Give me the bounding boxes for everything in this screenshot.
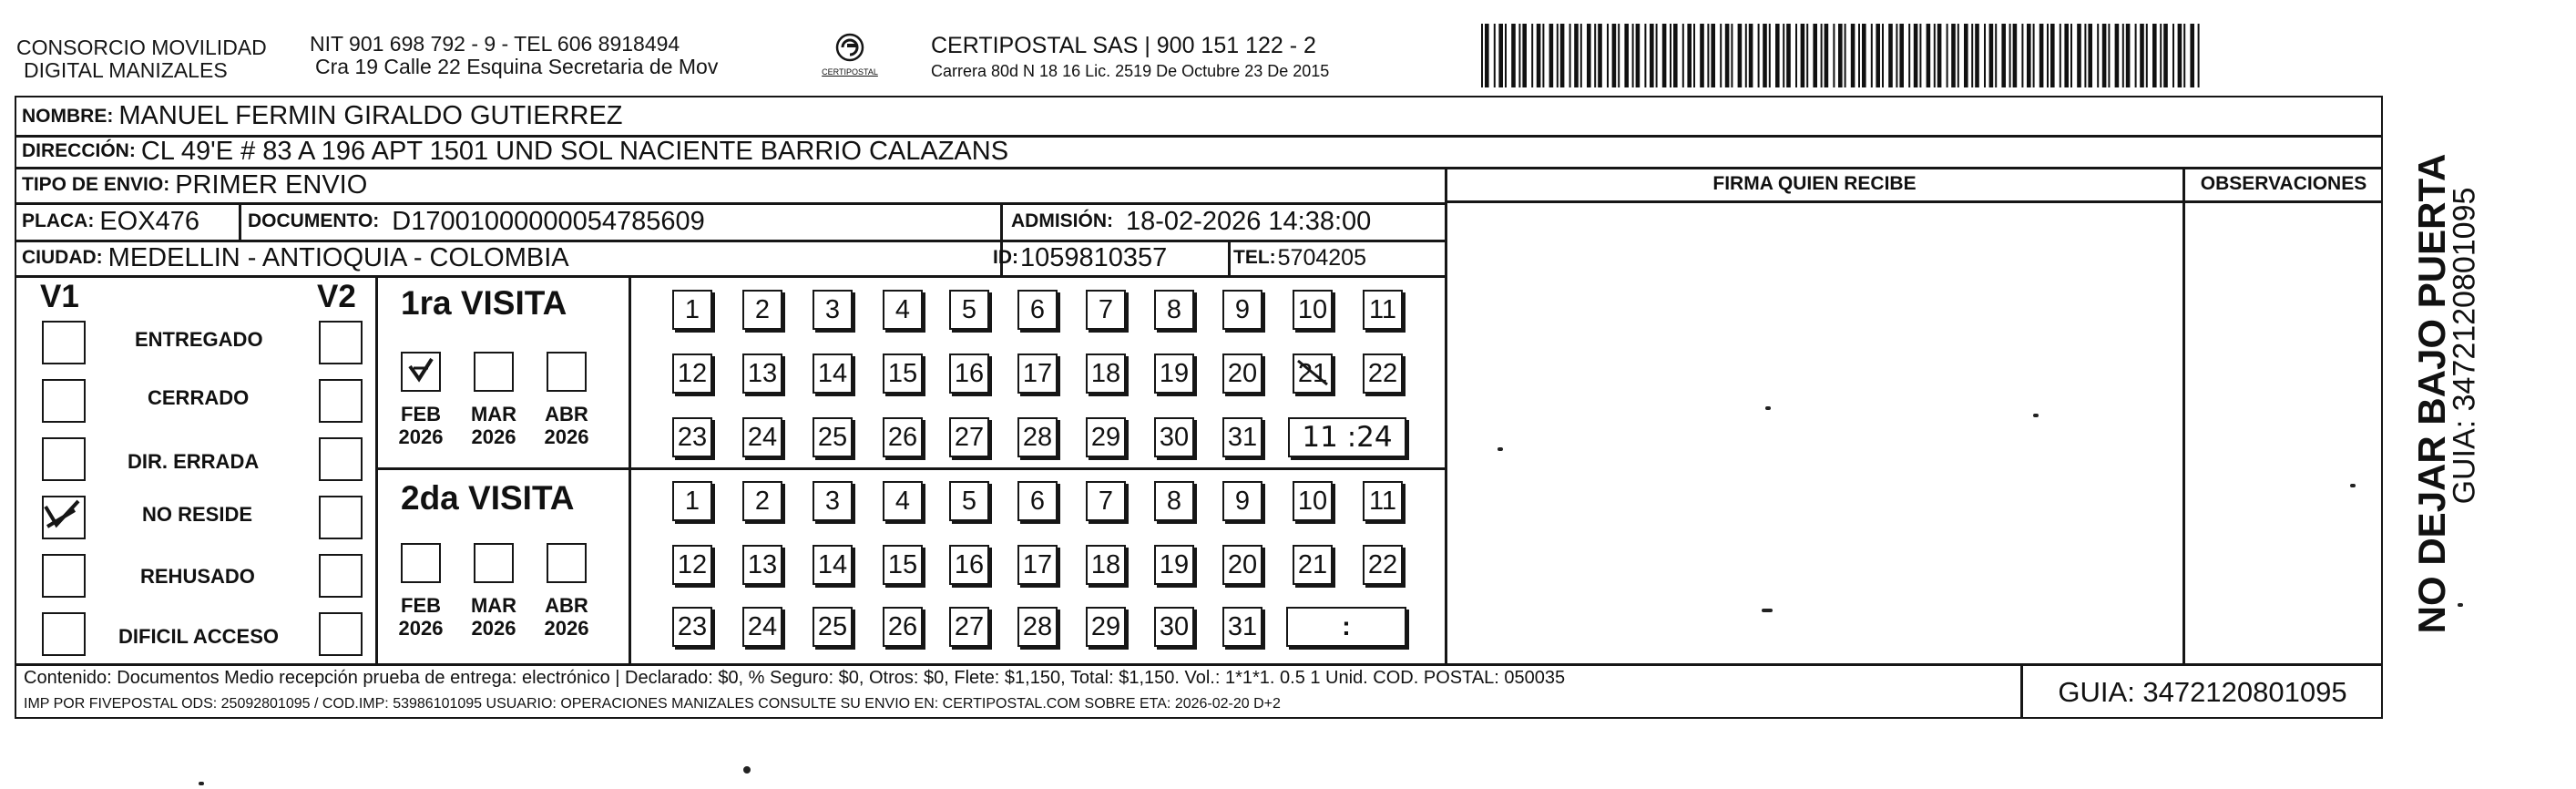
v2-dir-errada-checkbox[interactable] [319, 437, 363, 481]
observations-area[interactable] [2185, 203, 2382, 662]
barcode [1481, 24, 2206, 87]
visit2-day-26[interactable]: 26 [883, 607, 923, 647]
visit2-day-2[interactable]: 2 [742, 481, 782, 521]
logo-text: CERTIPOSTAL [822, 67, 878, 77]
visit1-month-mar: MAR 2026 [470, 403, 517, 448]
tel-value: 5704205 [1277, 244, 1366, 271]
handwritten-check-icon [401, 352, 441, 392]
visit1-abr-checkbox[interactable] [547, 352, 587, 392]
visit1-feb-checkbox[interactable] [401, 352, 441, 392]
handwritten-check-icon [38, 494, 82, 538]
visit1-day-28[interactable]: 28 [1017, 417, 1058, 457]
visit1-day-24[interactable]: 24 [742, 417, 782, 457]
visit2-day-24[interactable]: 24 [742, 607, 782, 647]
placa-label: PLACA: [22, 210, 95, 231]
nombre-value: MANUEL FERMIN GIRALDO GUTIERREZ [118, 101, 623, 130]
observaciones-header: OBSERVACIONES [2200, 173, 2367, 194]
visit1-day-15[interactable]: 15 [883, 354, 923, 394]
scan-speck [199, 782, 204, 785]
status-cerrado: CERRADO [148, 386, 250, 409]
scan-speck [2350, 484, 2356, 487]
visit2-day-30[interactable]: 30 [1154, 607, 1194, 647]
visit1-day-17[interactable]: 17 [1017, 354, 1058, 394]
visit2-day-15[interactable]: 15 [883, 545, 923, 585]
visit1-day-9[interactable]: 9 [1222, 290, 1262, 330]
nit-line: NIT 901 698 792 - 9 - TEL 606 8918494 [310, 32, 680, 56]
v2-no-reside-checkbox[interactable] [319, 496, 363, 539]
handwritten-mark-icon [1293, 354, 1333, 394]
visit2-day-9[interactable]: 9 [1222, 481, 1262, 521]
tipo-value: PRIMER ENVIO [175, 169, 368, 200]
visit2-day-7[interactable]: 7 [1086, 481, 1126, 521]
direccion-value: CL 49'E # 83 A 196 APT 1501 UND SOL NACIENTE BARRIO CALAZANS [140, 136, 1009, 166]
ciudad-label: CIUDAD: [22, 247, 103, 268]
visit2-day-4[interactable]: 4 [883, 481, 923, 521]
tipo-row [22, 168, 367, 202]
v2-dificil-acceso-checkbox[interactable] [319, 612, 363, 656]
visit1-day-25[interactable]: 25 [813, 417, 853, 457]
visit2-day-23[interactable]: 23 [672, 607, 712, 647]
courier-address: Carrera 80d N 18 16 Lic. 2519 De Octubre 23 De 2015 [931, 62, 1330, 80]
visit1-day-6[interactable]: 6 [1017, 290, 1058, 330]
v1-no-reside-checkbox[interactable] [42, 496, 86, 539]
firma-header: FIRMA QUIEN RECIBE [1712, 173, 1917, 194]
visit2-day-12[interactable]: 12 [672, 545, 712, 585]
visit2-day-29[interactable]: 29 [1086, 607, 1126, 647]
visit1-day-19[interactable]: 19 [1154, 354, 1194, 394]
company-info [310, 33, 718, 78]
visit1-day-3[interactable]: 3 [813, 290, 853, 330]
visit2-day-20[interactable]: 20 [1222, 545, 1262, 585]
company-line2: DIGITAL MANIZALES [24, 58, 228, 82]
visit2-day-14[interactable]: 14 [813, 545, 853, 585]
tel-field [1233, 241, 1366, 275]
status-dificil-acceso: DIFICIL ACCESO [118, 625, 280, 648]
scan-speck [743, 766, 751, 774]
footer-content: Contenido: Documentos Medio recepción prueba de entrega: electrónico | Declarado: $0, % Seguro: $0, Otros: $0, Flete: $1,150, Total: $1,150. Vol.: 1*1*1. 0.5 1 Unid. COD. POSTAL: 050035 [24, 668, 1566, 688]
v1-cerrado-checkbox[interactable] [42, 379, 86, 423]
courier-line: CERTIPOSTAL SAS | 900 151 122 - 2 [931, 33, 1316, 58]
no-dejar-bajo-puerta: NO DEJAR BAJO PUERTA [2410, 153, 2453, 634]
tipo-label: TIPO DE ENVIO: [22, 174, 170, 195]
visit1-day-11[interactable]: 11 [1363, 290, 1403, 330]
placa-value: EOX476 [99, 206, 199, 236]
visit2-month-feb: FEB 2026 [398, 594, 444, 640]
scan-speck [1498, 447, 1503, 451]
visit1-month-feb: FEB 2026 [398, 403, 444, 448]
id-field [993, 241, 1167, 275]
visit1-day-31[interactable]: 31 [1222, 417, 1262, 457]
footer-print-info: IMP POR FIVEPOSTAL ODS: 25092801095 / COD.IMP: 53986101095 USUARIO: OPERACIONES MANIZALES CONSULTE SU ENVIO EN: CERTIPOSTAL.COM SOBRE ETA: 2026-02-20 D+2 [24, 696, 1281, 712]
courier-info [931, 33, 1329, 81]
visit1-day-1[interactable]: 1 [672, 290, 712, 330]
visit2-mar-checkbox[interactable] [474, 543, 514, 583]
placa-field [22, 203, 199, 240]
v2-entregado-checkbox[interactable] [319, 321, 363, 364]
admision-field [1011, 203, 1371, 240]
v1-dir-errada-checkbox[interactable] [42, 437, 86, 481]
visit1-day-20[interactable]: 20 [1222, 354, 1262, 394]
visit1-day-30[interactable]: 30 [1154, 417, 1194, 457]
side-guia: GUIA: 3472120801095 [2447, 187, 2482, 505]
barcode-icon [1481, 24, 2206, 87]
visit2-day-3[interactable]: 3 [813, 481, 853, 521]
visit1-day-10[interactable]: 10 [1293, 290, 1333, 330]
v1-entregado-checkbox[interactable] [42, 321, 86, 364]
visit2-day-28[interactable]: 28 [1017, 607, 1058, 647]
visit1-month-abr: ABR 2026 [544, 403, 589, 448]
visit1-day-13[interactable]: 13 [742, 354, 782, 394]
nombre-row [22, 97, 623, 135]
visit1-mar-checkbox[interactable] [474, 352, 514, 392]
visit2-time-box[interactable] [1286, 607, 1406, 647]
visit2-day-8[interactable]: 8 [1154, 481, 1194, 521]
direccion-row [22, 136, 1008, 167]
v1-rehusado-checkbox[interactable] [42, 554, 86, 598]
visit1-time-box[interactable] [1288, 417, 1406, 457]
visit2-day-21[interactable]: 21 [1293, 545, 1333, 585]
status-no-reside: NO RESIDE [142, 503, 253, 526]
visit1-day-16[interactable]: 16 [949, 354, 989, 394]
visit2-title: 2da VISITA [401, 479, 575, 517]
company-name [16, 36, 267, 82]
documento-value: D17001000000054785609 [392, 206, 705, 236]
scan-speck [2033, 414, 2039, 417]
visit1-title: 1ra VISITA [401, 284, 567, 322]
visit2-day-27[interactable]: 27 [949, 607, 989, 647]
id-value: 1059810357 [1020, 242, 1168, 272]
tel-label: TEL: [1233, 247, 1276, 268]
id-label: ID: [993, 247, 1018, 268]
status-rehusado: REHUSADO [140, 565, 255, 588]
visit2-time: : [1342, 611, 1351, 641]
visit2-day-11[interactable]: 11 [1363, 481, 1403, 521]
admision-label: ADMISIÓN: [1011, 210, 1113, 231]
visit2-day-13[interactable]: 13 [742, 545, 782, 585]
ciudad-field [22, 241, 569, 275]
company-line1: CONSORCIO MOVILIDAD [16, 36, 267, 59]
visit1-day-7[interactable]: 7 [1086, 290, 1126, 330]
address-line: Cra 19 Calle 22 Esquina Secretaria de Mov [315, 55, 719, 78]
visit2-day-16[interactable]: 16 [949, 545, 989, 585]
visit2-day-5[interactable]: 5 [949, 481, 989, 521]
scan-speck [1762, 609, 1773, 612]
visit2-day-25[interactable]: 25 [813, 607, 853, 647]
status-entregado: ENTREGADO [135, 328, 263, 351]
visit1-day-12[interactable]: 12 [672, 354, 712, 394]
visit1-day-14[interactable]: 14 [813, 354, 853, 394]
visit1-day-8[interactable]: 8 [1154, 290, 1194, 330]
v1-dificil-acceso-checkbox[interactable] [42, 612, 86, 656]
visit1-time: 11 :24 [1302, 421, 1393, 454]
visit2-day-18[interactable]: 18 [1086, 545, 1126, 585]
visit2-day-10[interactable]: 10 [1293, 481, 1333, 521]
visit2-day-6[interactable]: 6 [1017, 481, 1058, 521]
visit1-day-4[interactable]: 4 [883, 290, 923, 330]
visit2-day-19[interactable]: 19 [1154, 545, 1194, 585]
visit1-day-22[interactable]: 22 [1363, 354, 1403, 394]
visit2-month-mar: MAR 2026 [470, 594, 517, 640]
v1-label: V1 [40, 279, 79, 314]
visit2-day-22[interactable]: 22 [1363, 545, 1403, 585]
signature-area[interactable] [1447, 203, 2182, 662]
visit1-day-26[interactable]: 26 [883, 417, 923, 457]
v2-label: V2 [317, 279, 356, 314]
visit2-day-17[interactable]: 17 [1017, 545, 1058, 585]
visit1-day-29[interactable]: 29 [1086, 417, 1126, 457]
scan-speck [1765, 406, 1771, 410]
nombre-label: NOMBRE: [22, 105, 114, 127]
visit1-day-18[interactable]: 18 [1086, 354, 1126, 394]
visit1-day-23[interactable]: 23 [672, 417, 712, 457]
visit2-day-1[interactable]: 1 [672, 481, 712, 521]
v2-cerrado-checkbox[interactable] [319, 379, 363, 423]
status-dir-errada: DIR. ERRADA [128, 450, 260, 473]
visit2-abr-checkbox[interactable] [547, 543, 587, 583]
visit1-day-27[interactable]: 27 [949, 417, 989, 457]
documento-field [248, 203, 705, 240]
visit2-day-31[interactable]: 31 [1222, 607, 1262, 647]
visit1-day-2[interactable]: 2 [742, 290, 782, 330]
documento-label: DOCUMENTO: [248, 210, 380, 231]
admision-value: 18-02-2026 14:38:00 [1126, 206, 1372, 236]
direccion-label: DIRECCIÓN: [22, 140, 136, 161]
scan-speck [2458, 603, 2463, 607]
ciudad-value: MEDELLIN - ANTIOQUIA - COLOMBIA [107, 242, 569, 272]
visit2-month-abr: ABR 2026 [544, 594, 589, 640]
certipostal-logo [814, 31, 885, 80]
visit2-feb-checkbox[interactable] [401, 543, 441, 583]
visit1-day-5[interactable]: 5 [949, 290, 989, 330]
v2-rehusado-checkbox[interactable] [319, 554, 363, 598]
footer-guia: GUIA: 3472120801095 [2058, 675, 2347, 708]
visit1-day-21[interactable]: 21 [1293, 354, 1333, 394]
